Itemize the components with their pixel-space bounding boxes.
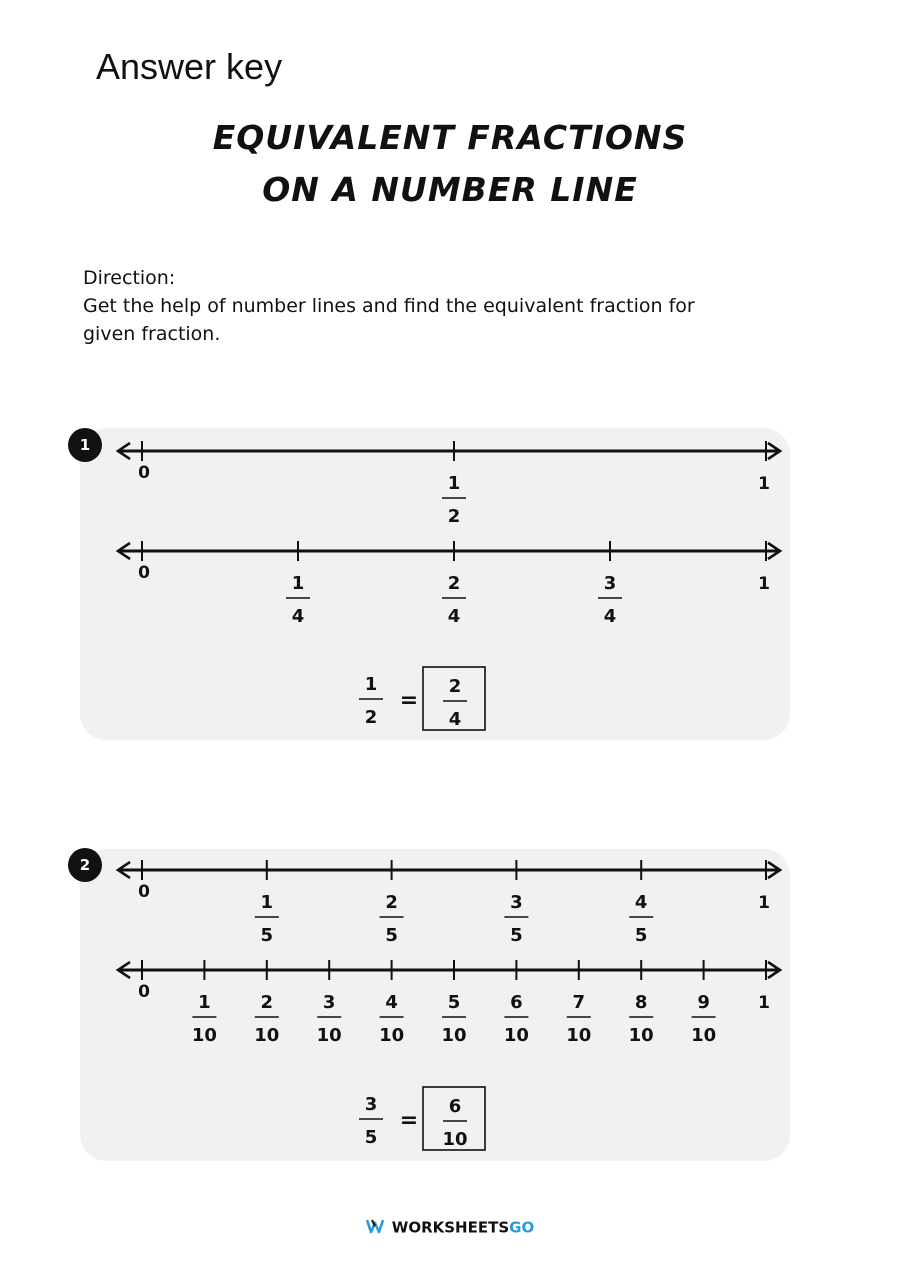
problem-2-line-2-end-label: 1 [758, 993, 770, 1013]
problem-2-line-2-tick-label-denominator: 10 [691, 1025, 717, 1046]
problem-1-line-2-tick-label-numerator: 2 [447, 573, 461, 594]
problem-2-number-badge: 2 [68, 848, 102, 882]
problem-1-line-2-tick-label-denominator: 4 [447, 606, 461, 627]
problem-2-line-2-tick-label-numerator: 1 [198, 992, 211, 1013]
brand-name: WORKSHEETS [391, 1218, 510, 1237]
problem-1-equation-answer-denominator: 4 [448, 709, 462, 730]
worksheet-title-line1: EQUIVALENT FRACTIONS [212, 118, 688, 157]
problem-1-equation-lhs-numerator: 1 [364, 674, 378, 695]
worksheet-title-line2: ON A NUMBER LINE [262, 170, 638, 209]
problem-2-equation-lhs-numerator: 3 [364, 1094, 378, 1115]
problem-1-line-1-start-label: 0 [138, 463, 150, 483]
problem-2-line-2-tick-label-denominator: 10 [566, 1025, 592, 1046]
brand-name-accent: GO [509, 1218, 535, 1237]
answer-key-label: Answer key [96, 46, 283, 87]
problem-1-line-2-tick-label-denominator: 4 [603, 606, 617, 627]
problem-2-line-1-start-label: 0 [138, 882, 150, 902]
problem-2-line-2-tick-label-numerator: 6 [510, 992, 523, 1013]
problem-2-line-1-tick-label-denominator: 5 [510, 925, 523, 946]
problem-2-line-2-tick-label-denominator: 10 [503, 1025, 529, 1046]
direction-label: Direction: [83, 267, 176, 289]
problem-1-number-badge: 1 [68, 428, 102, 462]
problem-1-equation-equals-sign: = [399, 688, 419, 713]
worksheetsgo-logo-icon [366, 1218, 388, 1238]
problem-2-line-1-tick-label-numerator: 4 [634, 892, 648, 913]
problem-2-line-2-tick-label-numerator: 7 [572, 992, 586, 1013]
problem-1-line-1-end-label: 1 [758, 474, 770, 494]
problem-2-line-2-tick-label-denominator: 10 [254, 1025, 280, 1046]
problem-2-equation-answer-denominator: 10 [442, 1129, 468, 1150]
problem-1-line-1-tick-label-denominator: 2 [447, 506, 461, 527]
problem-1-equation-lhs-denominator: 2 [364, 707, 378, 728]
problem-2-line-2-tick-label-numerator: 2 [260, 992, 274, 1013]
problem-2-line-1-tick-label-denominator: 5 [260, 925, 274, 946]
problem-2-line-1-tick-label-numerator: 3 [510, 892, 523, 913]
problem-2-equation-lhs-denominator: 5 [364, 1127, 378, 1148]
problem-2-line-1-tick-label-denominator: 5 [634, 925, 648, 946]
problem-1-line-2-tick-label-denominator: 4 [291, 606, 305, 627]
problem-2-line-2-tick-label-denominator: 10 [191, 1025, 217, 1046]
problem-2-line-2-tick-label-numerator: 3 [322, 992, 336, 1013]
problem-2-equation-answer-numerator: 6 [448, 1096, 462, 1117]
problem-2-line-2-tick-label-denominator: 10 [379, 1025, 405, 1046]
problem-1-equation-answer-numerator: 2 [448, 676, 462, 697]
problem-2-line-2-tick-label-numerator: 4 [385, 992, 398, 1013]
direction-text-line1: Get the help of number lines and find the equivalent fraction for [83, 295, 695, 317]
problem-2-line-2-start-label: 0 [138, 982, 150, 1002]
problem-2-line-2-tick-label-numerator: 5 [447, 992, 461, 1013]
problem-2-line-2-tick-label-numerator: 8 [634, 992, 648, 1013]
footer-brand [0, 1218, 900, 1238]
problem-2-line-2-tick-label-denominator: 10 [628, 1025, 654, 1046]
problem-2-line-2-tick-label-numerator: 9 [697, 992, 710, 1013]
problem-2-line-2-tick-label-denominator: 10 [441, 1025, 467, 1046]
problem-2-line-1-tick-label-numerator: 1 [260, 892, 274, 913]
problem-1-line-2-tick-label-numerator: 3 [603, 573, 617, 594]
problem-2-line-1-tick-label-numerator: 2 [385, 892, 398, 913]
problem-1-line-1-tick-label-numerator: 1 [447, 473, 461, 494]
problem-1-line-2-tick-label-numerator: 1 [291, 573, 305, 594]
problem-1-line-2-start-label: 0 [138, 563, 150, 583]
problem-1-line-2-end-label: 1 [758, 574, 770, 594]
direction-text-line2: given fraction. [83, 323, 221, 345]
problem-2-line-2-tick-label-denominator: 10 [316, 1025, 342, 1046]
problem-2-equation-equals-sign: = [399, 1108, 419, 1133]
problem-2-line-1-tick-label-denominator: 5 [385, 925, 398, 946]
problem-2-line-1-end-label: 1 [758, 893, 770, 913]
